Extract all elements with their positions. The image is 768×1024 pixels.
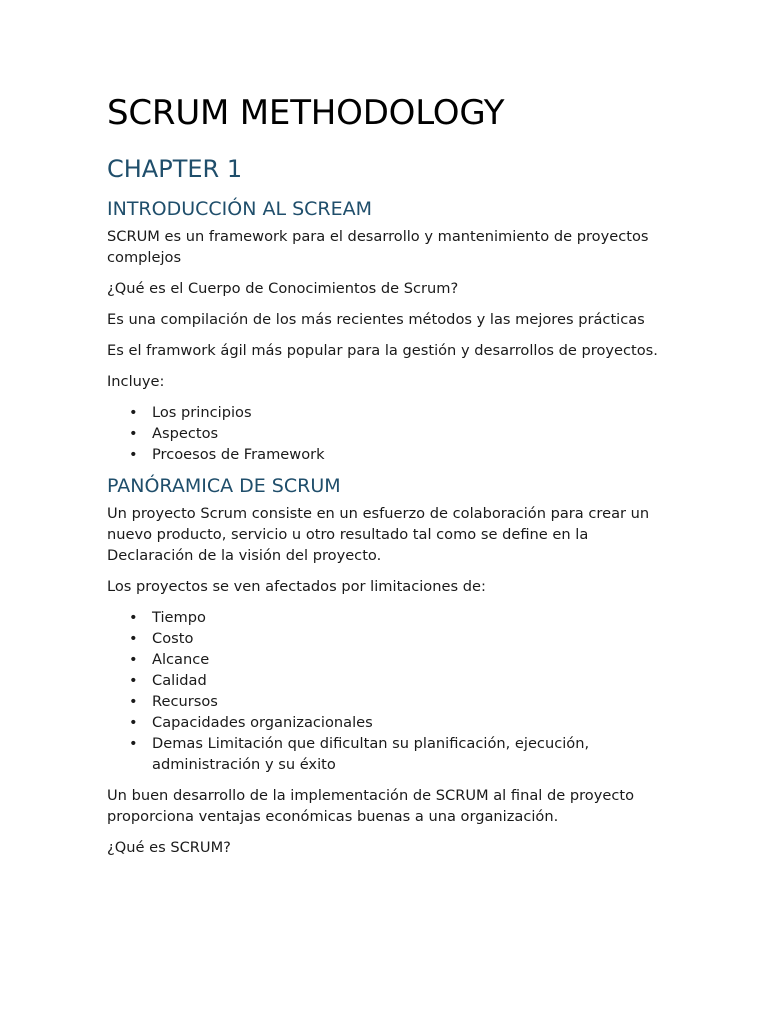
list-item xyxy=(129,691,667,712)
list-item-text: Alcance xyxy=(152,651,210,668)
list-item-text: Prcoesos de Framework xyxy=(152,446,325,463)
list-item xyxy=(129,649,667,670)
list-item-text: Costo xyxy=(152,630,194,647)
paragraph: SCRUM es un framework para el desarrollo y mantenimiento de proyectos complejos xyxy=(107,228,649,266)
paragraph: Es una compilación de los más recientes métodos y las mejores prácticas xyxy=(107,311,645,328)
bullet-icon: • xyxy=(129,735,138,752)
list-item xyxy=(129,670,667,691)
list-item xyxy=(129,423,667,444)
bullet-icon: • xyxy=(129,693,138,710)
list-item xyxy=(129,607,667,628)
paragraph: Es el framwork ágil más popular para la gestión y desarrollos de proyectos. xyxy=(107,342,658,359)
list-item xyxy=(129,402,667,423)
list-item xyxy=(129,712,667,733)
list-item-text: Aspectos xyxy=(152,425,219,442)
document-page xyxy=(107,92,667,858)
list-item-text: Recursos xyxy=(152,693,218,710)
section-heading-panoramica: PANÓRAMICA DE SCRUM xyxy=(107,475,341,497)
bullet-icon: • xyxy=(129,672,138,689)
bullet-icon: • xyxy=(129,446,138,463)
paragraph: Un buen desarrollo de la implementación de SCRUM al final de proyecto proporciona ventajas económicas buenas a una organización. xyxy=(107,787,634,825)
chapter-heading: CHAPTER 1 xyxy=(107,155,243,183)
list-item-text: Calidad xyxy=(152,672,207,689)
paragraph: Incluye: xyxy=(107,373,165,390)
bullet-icon: • xyxy=(129,651,138,668)
list-item-text: Capacidades organizacionales xyxy=(152,714,373,731)
paragraph: ¿Qué es SCRUM? xyxy=(107,839,231,856)
document-title: SCRUM METHODOLOGY xyxy=(107,93,505,133)
paragraph: Un proyecto Scrum consiste en un esfuerzo de colaboración para crear un nuevo producto, servicio u otro resultado tal como se define en la Declaración de la visión del proyecto. xyxy=(107,505,650,564)
list-item xyxy=(129,444,667,465)
list-item xyxy=(129,733,667,775)
bullet-icon: • xyxy=(129,630,138,647)
bullet-icon: • xyxy=(129,609,138,626)
list-item-text: Demas Limitación que dificultan su planificación, ejecución, administración y su éxito xyxy=(152,735,590,773)
paragraph: Los proyectos se ven afectados por limitaciones de: xyxy=(107,578,486,595)
bullet-list-incluye xyxy=(107,402,667,465)
list-item-text: Los principios xyxy=(152,404,252,421)
bullet-icon: • xyxy=(129,425,138,442)
bullet-icon: • xyxy=(129,404,138,421)
section-heading-introduccion: INTRODUCCIÓN AL SCREAM xyxy=(107,198,373,220)
list-item xyxy=(129,628,667,649)
paragraph: ¿Qué es el Cuerpo de Conocimientos de Scrum? xyxy=(107,280,459,297)
bullet-list-limitaciones xyxy=(107,607,667,775)
bullet-icon: • xyxy=(129,714,138,731)
list-item-text: Tiempo xyxy=(152,609,206,626)
